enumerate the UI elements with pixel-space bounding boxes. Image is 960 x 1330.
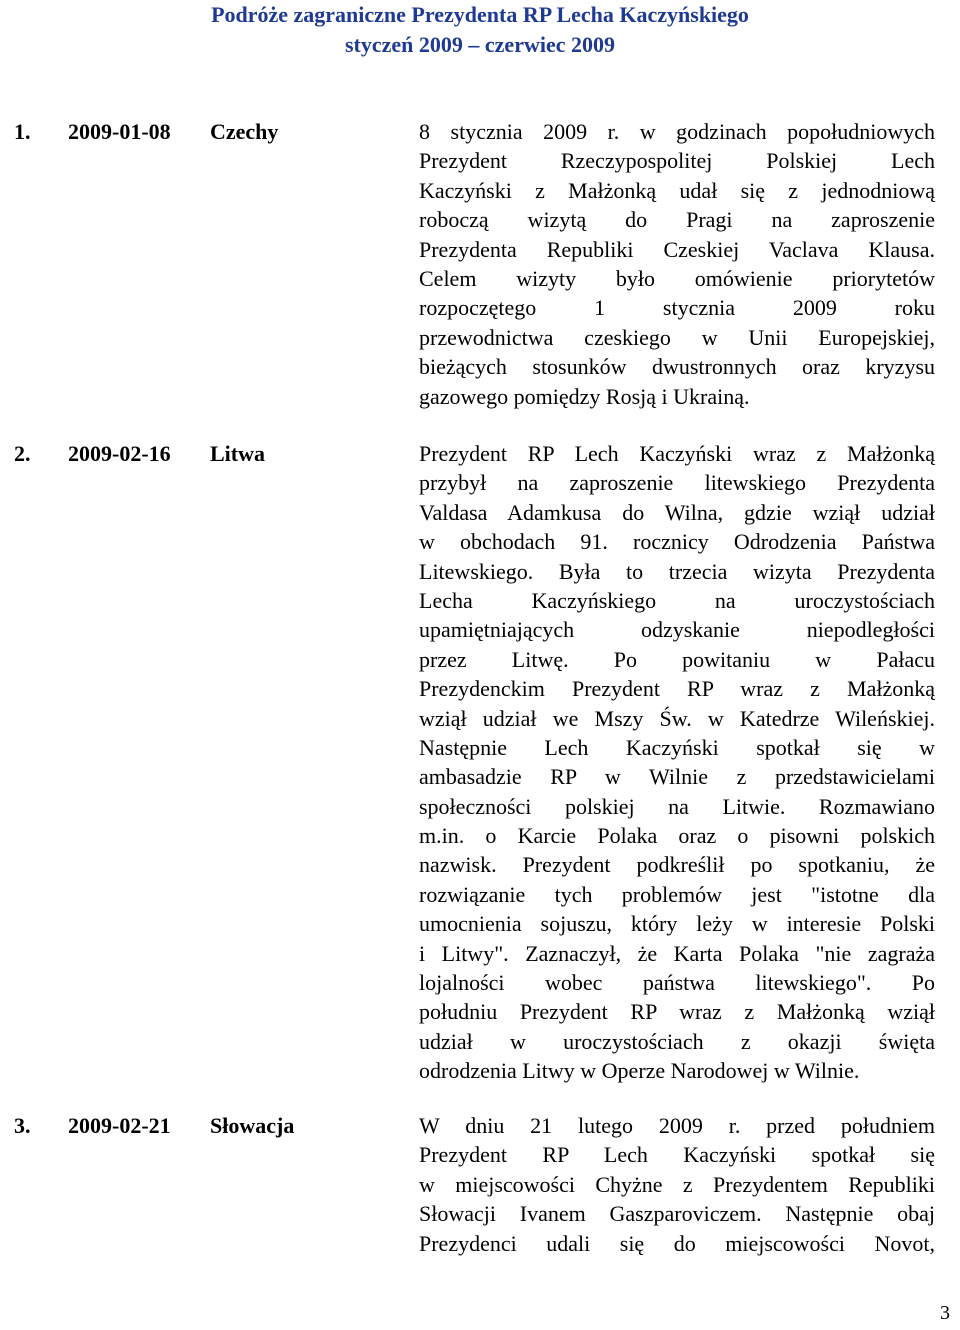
description-line: umocnienia sojuszu, który leży w interesie Polski [419,911,935,937]
description-line: 8 stycznia 2009 r. w godzinach popołudniowych [419,119,935,144]
entry-description [419,439,935,1086]
entry-date: 2009-02-21 [68,1113,171,1138]
description-line: południu Prezydent RP wraz z Małżonką wziął [419,999,935,1025]
description-line: Valdasa Adamkusa do Wilna, gdzie wziął udział [419,499,935,525]
description-line: Prezydenci udali się do miejscowości Novot, [419,1230,935,1256]
document-subtitle: styczeń 2009 – czerwiec 2009 [344,32,615,57]
entry-number: 1. [14,119,31,144]
description-line: przez Litwę. Po powitaniu w Pałacu [419,646,935,672]
description-line: Prezydent RP Lech Kaczyński wraz z Małżonką [419,441,935,466]
description-line: nazwisk. Prezydent podkreślił po spotkaniu, że [419,852,935,878]
entry-number: 2. [14,441,31,466]
description-line: Prezydenta Republiki Czeskiej Vaclava Klausa. [419,236,935,262]
description-line: przewodnictwa czeskiego w Unii Europejskiej, [419,324,935,350]
document-header [0,0,960,60]
description-line: w obchodach 91. rocznicy Odrodzenia Państwa [419,529,935,555]
description-line: społeczności polskiej na Litwie. Rozmawiano [419,793,935,819]
description-line: Prezydent RP Lech Kaczyński spotkał się [419,1142,935,1168]
description-line: Lecha Kaczyńskiego na uroczystościach [419,587,935,613]
description-line: Słowacji Ivanem Gaszparoviczem. Następnie obaj [419,1201,935,1227]
description-line: udział w uroczystościach z okazji święta [419,1028,935,1054]
description-line: lojalności wobec państwa litewskiego". Po [419,970,935,996]
description-line: m.in. o Karcie Polaka oraz o pisowni polskich [419,823,935,849]
description-line: w miejscowości Chyżne z Prezydentem Republiki [419,1171,935,1197]
entry-country: Litwa [210,441,265,466]
description-line: wziął udział we Mszy Św. w Katedrze Wileńskiej. [419,705,935,731]
description-line: W dniu 21 lutego 2009 r. przed południem [419,1113,935,1138]
page-number: 3 [940,1302,950,1324]
description-line: Kaczyński z Małżonką udał się z jednodniową [419,177,935,203]
description-line: roboczą wizytą do Pragi na zaproszenie [419,207,935,233]
entry-country: Czechy [210,119,279,144]
entry-number: 3. [14,1113,31,1138]
description-line: Następnie Lech Kaczyński spotkał się w [419,734,935,760]
description-line: Prezydent Rzeczypospolitej Polskiej Lech [419,148,935,174]
entry-description [419,117,935,411]
description-line: Prezydenckim Prezydent RP wraz z Małżonką [419,676,935,702]
entry-description [419,1111,935,1258]
description-line: i Litwy". Zaznaczył, że Karta Polaka "nie zagraża [419,940,935,966]
description-line: bieżących stosunków dwustronnych oraz kryzysu [419,354,935,380]
description-line: rozpoczętego 1 stycznia 2009 roku [419,295,935,321]
description-line: upamiętniających odzyskanie niepodległości [419,617,935,643]
description-line: rozwiązanie tych problemów jest "istotne dla [419,881,935,907]
entry-country: Słowacja [210,1113,295,1138]
entry-date: 2009-01-08 [68,119,171,144]
description-line: przybył na zaproszenie litewskiego Prezydenta [419,470,935,496]
description-line: Celem wizyty było omówienie priorytetów [419,265,935,291]
entry-date: 2009-02-16 [68,441,171,466]
description-line: gazowego pomiędzy Rosją i Ukrainą. [419,383,750,409]
description-line: ambasadzie RP w Wilnie z przedstawicielami [419,764,935,790]
description-line: odrodzenia Litwy w Operze Narodowej w Wilnie. [419,1058,860,1084]
description-line: Litewskiego. Była to trzecia wizyta Prezydenta [419,558,935,584]
document-title: Podróże zagraniczne Prezydenta RP Lecha Kaczyńskiego [211,2,749,27]
